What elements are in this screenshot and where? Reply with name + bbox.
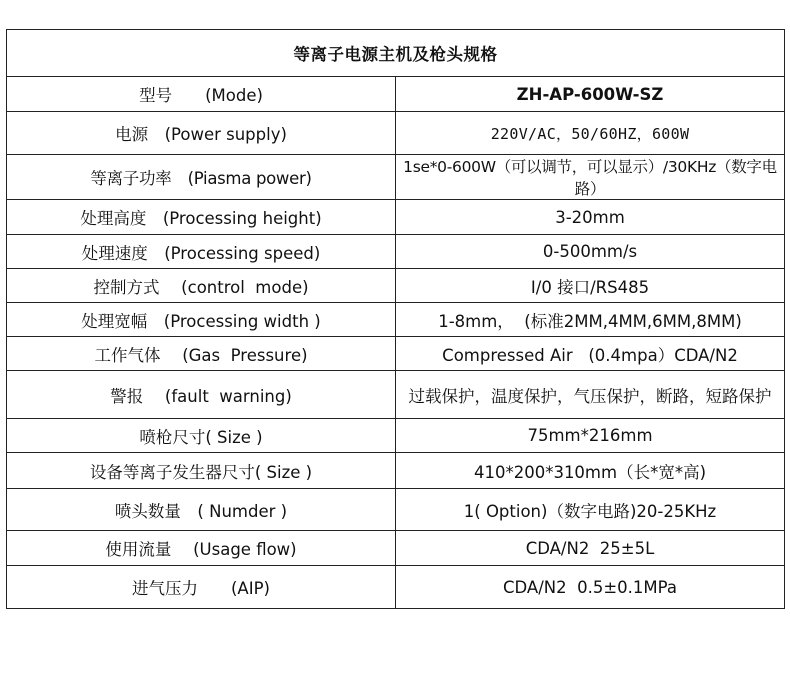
row-label-processing-height: 处理高度 (Processing height): [7, 200, 396, 235]
row-label-gas-pressure: 工作气体 (Gas Pressure): [7, 337, 396, 371]
table-row: [7, 155, 785, 200]
row-value-plasma-power: 1se*0-600W（可以调节，可以显示）/30KHz（数字电路）: [396, 155, 785, 200]
row-label-inlet-pressure: 进气压力 (AIP): [7, 566, 396, 609]
table-row: [7, 489, 785, 531]
row-value-fault-warning: 过载保护，温度保护，气压保护，断路，短路保护: [396, 371, 785, 419]
row-value-power-supply: 220V/AC，50/60HZ，600W: [396, 112, 785, 155]
row-label-processing-speed: 处理速度 (Processing speed): [7, 235, 396, 269]
table-title: 等离子电源主机及枪头规格: [7, 30, 785, 77]
row-value-gas-pressure: Compressed Air (0.4mpa）CDA/N2: [396, 337, 785, 371]
row-value-usage-flow: CDA/N2 25±5L: [396, 531, 785, 566]
row-label-fault-warning: 警报 (fault warning): [7, 371, 396, 419]
table-row: [7, 419, 785, 453]
row-value-generator-size: 410*200*310mm（长*宽*高): [396, 453, 785, 489]
row-label-nozzle-count: 喷头数量 ( Numder ): [7, 489, 396, 531]
row-value-nozzle-size: 75mm*216mm: [396, 419, 785, 453]
row-value-control-mode: I/0 接口/RS485: [396, 269, 785, 303]
row-value-processing-width: 1-8mm， (标准2MM,4MM,6MM,8MM): [396, 303, 785, 337]
title-row: [7, 30, 785, 77]
table-row: [7, 235, 785, 269]
spec-table: [6, 29, 785, 609]
row-label-control-mode: 控制方式 (control mode): [7, 269, 396, 303]
row-label-nozzle-size: 喷枪尺寸( Size ): [7, 419, 396, 453]
table-row: [7, 303, 785, 337]
table-row: [7, 566, 785, 609]
row-label-generator-size: 设备等离子发生器尺寸( Size ): [7, 453, 396, 489]
row-label-usage-flow: 使用流量 (Usage flow): [7, 531, 396, 566]
table-row: [7, 200, 785, 235]
row-label-processing-width: 处理宽幅 (Processing width ): [7, 303, 396, 337]
row-value-model: ZH-AP-600W-SZ: [396, 77, 785, 112]
row-label-model: 型号 (Mode): [7, 77, 396, 112]
table-row: [7, 77, 785, 112]
table-row: [7, 531, 785, 566]
table-row: [7, 453, 785, 489]
row-value-nozzle-count: 1( Option)（数字电路)20-25KHz: [396, 489, 785, 531]
table-row: [7, 371, 785, 419]
row-label-power-supply: 电源 (Power supply): [7, 112, 396, 155]
table-row: [7, 112, 785, 155]
row-value-processing-height: 3-20mm: [396, 200, 785, 235]
row-label-plasma-power: 等离子功率 (Piasma power): [7, 155, 396, 200]
row-value-processing-speed: 0-500mm/s: [396, 235, 785, 269]
row-value-inlet-pressure: CDA/N2 0.5±0.1MPa: [396, 566, 785, 609]
table-row: [7, 269, 785, 303]
table-row: [7, 337, 785, 371]
